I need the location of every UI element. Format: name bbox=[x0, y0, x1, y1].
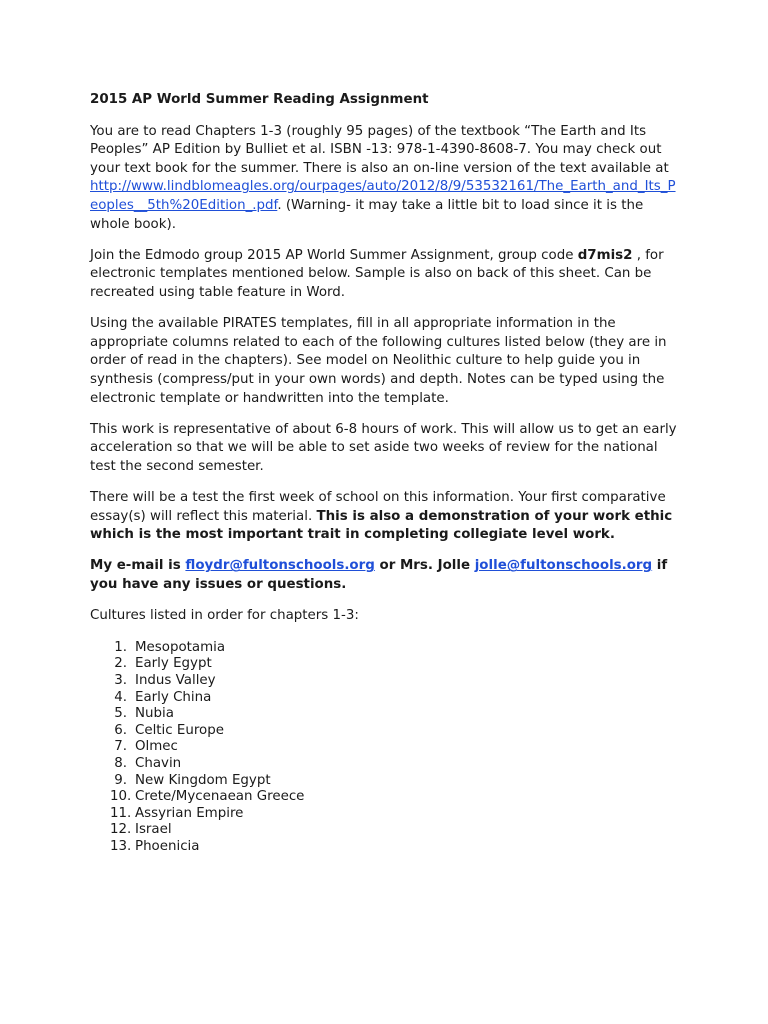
group-code: d7mis2 bbox=[577, 247, 633, 263]
contact-prefix: My e-mail is bbox=[90, 558, 186, 574]
list-item-number: 10. bbox=[110, 789, 132, 805]
edmodo-text-before: Join the Edmodo group 2015 AP World Summer Assignment, group code bbox=[90, 247, 578, 263]
list-item bbox=[90, 789, 680, 806]
list-item-name: Crete/Mycenaean Greece bbox=[135, 789, 305, 805]
list-item-number: 8. bbox=[114, 755, 127, 771]
edmodo-paragraph bbox=[90, 247, 680, 303]
contact-paragraph bbox=[90, 557, 680, 594]
list-item-number: 12. bbox=[110, 822, 132, 838]
workload-paragraph: This work is representative of about 6-8 hours of work. This will allow us to get an early acceleration so that we will be able to set aside two weeks of review for the national test the second semester. bbox=[90, 421, 677, 474]
list-item bbox=[90, 806, 680, 823]
list-item-number: 4. bbox=[114, 689, 127, 705]
list-item-name: Indus Valley bbox=[135, 673, 216, 688]
list-item-number: 9. bbox=[114, 772, 127, 788]
reading-warning-text: . (Warning- it may take a little bit to load since it is the whole book). bbox=[90, 197, 644, 232]
list-item bbox=[90, 640, 680, 657]
list-item-name: New Kingdom Egypt bbox=[135, 772, 271, 788]
contact-suffix: if you have any issues or questions. bbox=[90, 558, 668, 593]
cultures-intro: Cultures listed in order for chapters 1-3: bbox=[90, 608, 359, 624]
list-item-number: 5. bbox=[114, 706, 127, 722]
list-item-number: 1. bbox=[114, 639, 127, 655]
list-item bbox=[90, 756, 680, 773]
list-item bbox=[90, 723, 680, 740]
reading-instructions-text: You are to read Chapters 1-3 (roughly 95 pages) of the textbook “The Earth and Its Peoples” AP Edition by Bulliet et al. ISBN -13: 978-1-4390-8608-7. You may check out your text book for the summer. There is also an on-line version of the text available at bbox=[90, 123, 669, 176]
reading-instructions-paragraph bbox=[90, 123, 680, 235]
list-item-name: Early China bbox=[135, 689, 212, 705]
list-item-number: 6. bbox=[114, 722, 127, 738]
list-item bbox=[90, 656, 680, 673]
list-item-name: Phoenicia bbox=[135, 838, 200, 854]
list-item-name: Olmec bbox=[135, 739, 178, 755]
edmodo-text-after: , for electronic templates mentioned below. Sample is also on back of this sheet. Can be recreated using table feature in Word. bbox=[90, 247, 664, 300]
document-title: 2015 AP World Summer Reading Assignment bbox=[90, 92, 429, 107]
list-item-name: Mesopotamia bbox=[135, 639, 226, 655]
list-item-number: 11. bbox=[110, 805, 132, 821]
email-link-jolle[interactable]: jolle@fultonschools.org bbox=[474, 558, 653, 574]
list-item-name: Celtic Europe bbox=[135, 722, 224, 738]
work-ethic-statement: This is also a demonstration of your work ethic which is the most important trait in completing collegiate level work. bbox=[90, 508, 673, 543]
list-item bbox=[90, 839, 680, 856]
list-item bbox=[90, 773, 680, 790]
test-paragraph bbox=[90, 489, 680, 545]
list-item-number: 3. bbox=[114, 673, 127, 688]
list-item-number: 2. bbox=[114, 656, 127, 672]
list-item-name: Nubia bbox=[135, 706, 174, 722]
templates-paragraph: Using the available PIRATES templates, fill in all appropriate information in the appropriate columns related to each of the following cultures listed below (they are in order of read in the chapters). See model on Neolithic culture to help guide you in synthesis (compress/put in your own words) and depth. Notes can be typed using the electronic template or handwritten into the template. bbox=[90, 316, 667, 406]
textbook-pdf-link[interactable]: http://www.lindblomeagles.org/ourpages/auto/2012/8/9/53532161/The_Earth_and_Its_Peoples__5th%20Edition_.pdf bbox=[90, 179, 676, 213]
list-item bbox=[90, 673, 680, 690]
cultures-list bbox=[90, 640, 680, 856]
list-item-name: Chavin bbox=[135, 755, 182, 771]
email-link-floydr[interactable]: floydr@fultonschools.org bbox=[185, 558, 375, 574]
list-item bbox=[90, 690, 680, 707]
list-item-name: Assyrian Empire bbox=[135, 805, 244, 821]
list-item-number: 7. bbox=[114, 739, 127, 755]
list-item bbox=[90, 706, 680, 723]
list-item-number: 13. bbox=[110, 838, 132, 854]
list-item bbox=[90, 822, 680, 839]
document-page bbox=[90, 91, 680, 856]
list-item-name: Israel bbox=[135, 822, 172, 838]
list-item bbox=[90, 739, 680, 756]
contact-middle: or Mrs. Jolle bbox=[374, 558, 475, 574]
test-text: There will be a test the first week of school on this information. Your first comparative essay(s) will reflect this material. bbox=[90, 490, 666, 524]
list-item-name: Early Egypt bbox=[135, 656, 212, 672]
